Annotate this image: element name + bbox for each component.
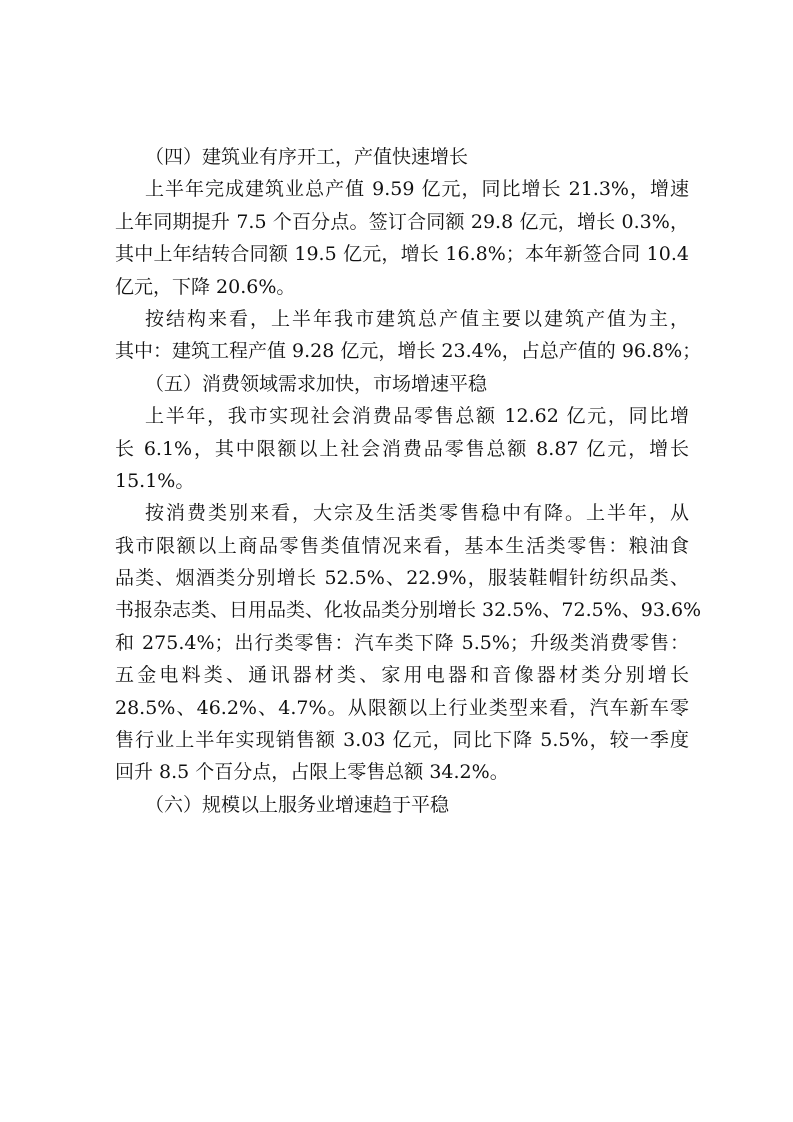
- paragraph-line: 和 275.4%；出行类零售：汽车类下降 5.5%；升级类消费零售：: [115, 631, 689, 654]
- document-body: [115, 141, 702, 821]
- paragraph-line: 书报杂志类、日用品类、化妆品类分别增长 32.5%、72.5%、93.6%: [115, 599, 702, 622]
- paragraph-line: 回升 8.5 个百分点，占限上零售总额 34.2%。: [115, 761, 509, 784]
- paragraph-line: 按消费类别来看，大宗及生活类零售稳中有降。上半年，从: [145, 502, 689, 525]
- section-heading-construction: （四）建筑业有序开工，产值快速增长: [145, 146, 469, 168]
- paragraph-line: 28.5%、46.2%、4.7%。从限额以上行业类型来看，汽车新车零: [115, 696, 689, 719]
- paragraph-line: 五金电料类、通讯器材类、家用电器和音像器材类分别增长: [115, 664, 689, 687]
- paragraph-line: 上半年，我市实现社会消费品零售总额 12.62 亿元，同比增: [145, 405, 689, 428]
- section-heading-services: （六）规模以上服务业增速趋于平稳: [145, 793, 450, 816]
- paragraph-line: 15.1%。: [115, 469, 195, 492]
- paragraph-line: 亿元，下降 20.6%。: [115, 275, 296, 298]
- paragraph-line: 按结构来看，上半年我市建筑总产值主要以建筑产值为主，: [145, 307, 689, 330]
- paragraph-line: 长 6.1%，其中限额以上社会消费品零售总额 8.87 亿元，增长: [115, 437, 689, 460]
- paragraph-line: 品类、烟酒类分别增长 52.5%、22.9%，服装鞋帽针纺织品类、: [115, 567, 689, 590]
- paragraph-line: 我市限额以上商品零售类值情况来看，基本生活类零售：粮油食: [115, 534, 689, 557]
- paragraph-line: 上年同期提升 7.5 个百分点。签订合同额 29.8 亿元，增长 0.3%，: [115, 210, 689, 233]
- paragraph-line: 售行业上半年实现销售额 3.03 亿元，同比下降 5.5%，较一季度: [115, 729, 689, 752]
- paragraph-line: 上半年完成建筑业总产值 9.59 亿元，同比增长 21.3%，增速: [145, 178, 689, 201]
- paragraph-line: 其中上年结转合同额 19.5 亿元，增长 16.8%；本年新签合同 10.4: [115, 243, 689, 266]
- section-heading-consumption: （五）消费领域需求加快，市场增速平稳: [145, 372, 488, 395]
- paragraph-line: 其中：建筑工程产值 9.28 亿元，增长 23.4%，占总产值的 96.8%；: [115, 340, 702, 363]
